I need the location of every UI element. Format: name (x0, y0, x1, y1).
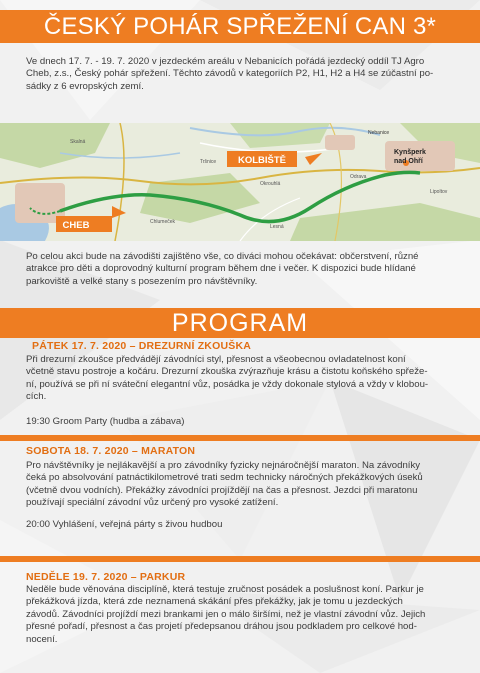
map-label-kynsperk: nad Ohří (394, 158, 423, 165)
section-divider (0, 435, 480, 441)
day-description-friday (26, 354, 460, 404)
day-line: přesné pořadí, přesnost a čas projetí předepsanou dráhou jsou podkladem pro celkové hod- (26, 621, 417, 633)
day-line: Neděle bude věnována disciplíně, která testuje zručnost posádek a poslušnost koní. Parkur je (26, 584, 424, 595)
map-label-kolbiste: KOLBIŠTĚ (237, 155, 287, 166)
day-line: překážková jízda, která zde neznamená skákání přes překážky, jak je tomu u jezdeckých (26, 596, 403, 608)
map-town-label: Skalná (70, 139, 86, 145)
map-town-label: Okrouhlá (260, 181, 281, 187)
day-title-saturday: SOBOTA 18. 7. 2020 – MARATON (26, 445, 196, 457)
day-line: včetně stavu postroje a kočáru. Drezurní zkouška zvýrazňuje krásu a čistotu koňského spřeže- (26, 366, 428, 378)
day-event-friday: 19:30 Groom Party (hudba a zábava) (26, 416, 185, 427)
map-label-cheb: CHEB (62, 220, 90, 231)
info-line: atrakce pro děti a doprovodný kulturní program během dne i večer. K dispozici bude hlídané (26, 263, 416, 275)
day-line: Při drezurní zkoušce předvádějí závodníci styl, přesnost a všeobecnou ovladatelnost koní (26, 354, 406, 365)
day-line: čeká po absolvování patnáctikilometrové trati sedm technicky náročných překážkových úseků (26, 472, 423, 484)
map-town-label: Chlumeček (150, 219, 176, 225)
map-town-label: Tršnice (200, 159, 217, 165)
info-paragraph (26, 251, 460, 288)
page-title: ČESKÝ POHÁR SPŘEŽENÍ CAN 3* (0, 10, 480, 43)
day-event-saturday: 20:00 Vyhlášení, veřejná párty s živou hudbou (26, 519, 223, 530)
section-divider (0, 556, 480, 562)
info-line: Po celou akci bude na závodišti zajištěno vše, co diváci mohou očekávat: občerstvení, různé (26, 251, 419, 262)
intro-line: Ve dnech 17. 7. - 19. 7. 2020 v jezdeckém areálu v Nebanicích pořádá jezdecký oddíl TJ Agro (26, 56, 425, 67)
day-description-sunday (26, 584, 460, 646)
day-description-saturday (26, 460, 460, 510)
day-line: cích. (26, 391, 47, 403)
intro-line: sádky z 6 evropských zemí. (26, 80, 144, 92)
map-label-nebanice: Nebanice (368, 130, 390, 136)
program-heading: PROGRAM (0, 308, 480, 338)
intro-paragraph (26, 56, 460, 93)
route-map (0, 123, 480, 241)
map-label-kynsperk: Kynšperk (394, 149, 426, 156)
map-graphic (0, 123, 480, 241)
day-title-friday: PÁTEK 17. 7. 2020 – DREZURNÍ ZKOUŠKA (32, 340, 252, 352)
day-line: Pro návštěvníky je nejlákavější a pro závodníky fyzicky nejnáročnější maraton. Na závodníky (26, 460, 421, 471)
map-town-label: Lesná (270, 224, 284, 230)
day-line: ní, používá se při ní sváteční elegantní vůz, posádka je vždy dokonale stylová a vždy v klobou- (26, 378, 429, 390)
intro-line: Cheb, z.s., Český pohár spřežení. Těchto závodů v kategoriích P2, H1, H2 a H4 se zúčastní po- (26, 68, 434, 80)
info-line: parkoviště a velké stany s posezením pro návštěvníky. (26, 275, 258, 287)
day-line: závodů. Závodníci projíždí mezi brankami jen o málo širšími, než je vlastní závodní vůz. Jejich (26, 608, 426, 620)
day-line: používají speciální závodní vůz určený pro vysoké zatížení. (26, 497, 279, 509)
day-line: nocení. (26, 633, 58, 645)
map-town-label: Odrava (350, 174, 367, 180)
day-line: (včetně dvou vodních). Překážky závodníci projíždějí na čas a přesnost. Jezdci při maratonu (26, 484, 418, 496)
map-town-label: Lipoltov (430, 189, 448, 195)
day-title-sunday: NEDĚLE 19. 7. 2020 – PARKUR (26, 571, 186, 583)
